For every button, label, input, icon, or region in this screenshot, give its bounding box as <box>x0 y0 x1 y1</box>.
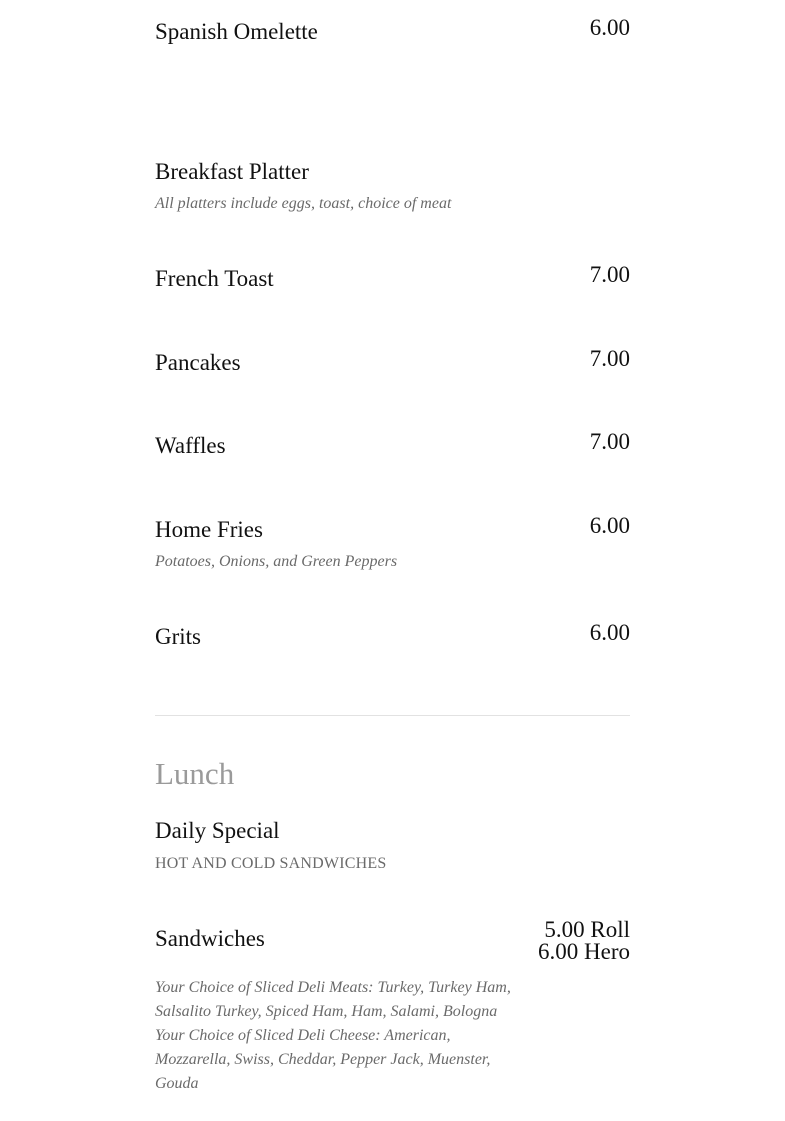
section-divider <box>155 715 630 716</box>
item-name: Breakfast Platter <box>155 159 309 184</box>
item-price: 7.00 <box>589 262 630 287</box>
item-price: 6.00 <box>589 620 630 645</box>
item-price: 7.00 <box>589 346 630 371</box>
item-name: Spanish Omelette <box>155 19 318 44</box>
item-name: Waffles <box>155 433 226 458</box>
deli-cheese-text: Your Choice of Sliced Deli Cheese: American, Mozzarella, Swiss, Cheddar, Pepper Jack, Muenster, Gouda <box>155 1027 491 1092</box>
item-prices <box>538 919 630 963</box>
section-title-lunch: Lunch <box>155 756 235 791</box>
price-hero: 6.00 Hero <box>538 939 630 964</box>
item-price: 7.00 <box>589 429 630 454</box>
item-name: Home Fries <box>155 517 263 542</box>
item-description <box>155 976 515 1096</box>
item-description: Potatoes, Onions, and Green Peppers <box>155 553 398 570</box>
item-price: 6.00 <box>589 513 630 538</box>
item-name: Sandwiches <box>155 926 265 951</box>
item-name: Grits <box>155 624 201 649</box>
item-name: French Toast <box>155 266 274 291</box>
item-name: Daily Special <box>155 818 280 843</box>
price-roll: 5.00 Roll <box>544 917 630 942</box>
item-price: 6.00 <box>589 15 630 40</box>
item-name: Pancakes <box>155 350 241 375</box>
item-description: All platters include eggs, toast, choice of meat <box>155 195 452 212</box>
item-subtitle: HOT AND COLD SANDWICHES <box>155 855 387 872</box>
deli-meats-text: Your Choice of Sliced Deli Meats: Turkey, Turkey Ham, Salsalito Turkey, Spiced Ham, Ham, Salami, Bologna <box>155 979 511 1020</box>
